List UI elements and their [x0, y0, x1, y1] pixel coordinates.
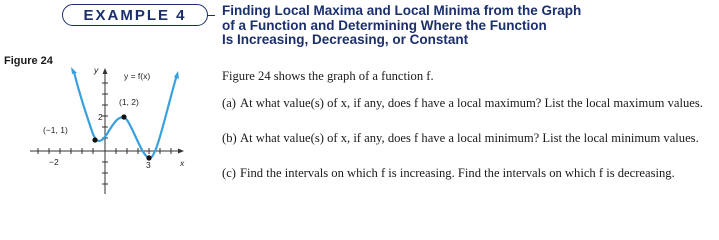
question-text: At what value(s) of x, if any, does f have a local maximum? List the local maximum values. — [240, 96, 703, 110]
question-label: (b) — [222, 131, 237, 145]
x-axis-arrow — [178, 149, 184, 154]
intro-text: Figure 24 shows the graph of a function f. — [222, 69, 434, 83]
point-label-min: (−1, 1) — [43, 125, 68, 135]
question-b — [222, 131, 717, 146]
y-axis-arrow — [103, 68, 108, 74]
curve-arrow-left — [71, 67, 77, 74]
point-local-max — [121, 114, 126, 119]
point-label-max: (1, 2) — [119, 97, 139, 107]
heading-line: Finding Local Maxima and Local Minima from the Graph — [222, 3, 582, 18]
example-heading — [222, 4, 602, 48]
question-label: (c) — [222, 166, 236, 180]
question-label: (a) — [222, 96, 236, 110]
point-local-min-1 — [92, 137, 97, 142]
heading-line: Is Increasing, Decreasing, or Constant — [222, 32, 469, 47]
y-axis-label: y — [94, 65, 99, 75]
function-label: y = f(x) — [124, 71, 151, 81]
x-axis-label: x — [180, 158, 185, 168]
tick-label-x3: 3 — [146, 160, 151, 170]
question-text: At what value(s) of x, if any, does f have a local minimum? List the local minimum values. — [240, 131, 699, 145]
figure-label: Figure 24 — [4, 55, 53, 67]
tick-label-x-neg2: −2 — [49, 157, 59, 167]
tick-label-y2: 2 — [98, 112, 103, 122]
example-badge-label: EXAMPLE 4 — [83, 6, 187, 24]
question-c — [222, 166, 717, 181]
function-graph — [0, 0, 220, 204]
curve-arrow-right — [174, 71, 179, 79]
question-a — [222, 96, 717, 111]
heading-line: of a Function and Determining Where the Function — [222, 17, 547, 33]
question-text: Find the intervals on which f is increasing. Find the intervals on which f is decreasing. — [240, 166, 675, 180]
